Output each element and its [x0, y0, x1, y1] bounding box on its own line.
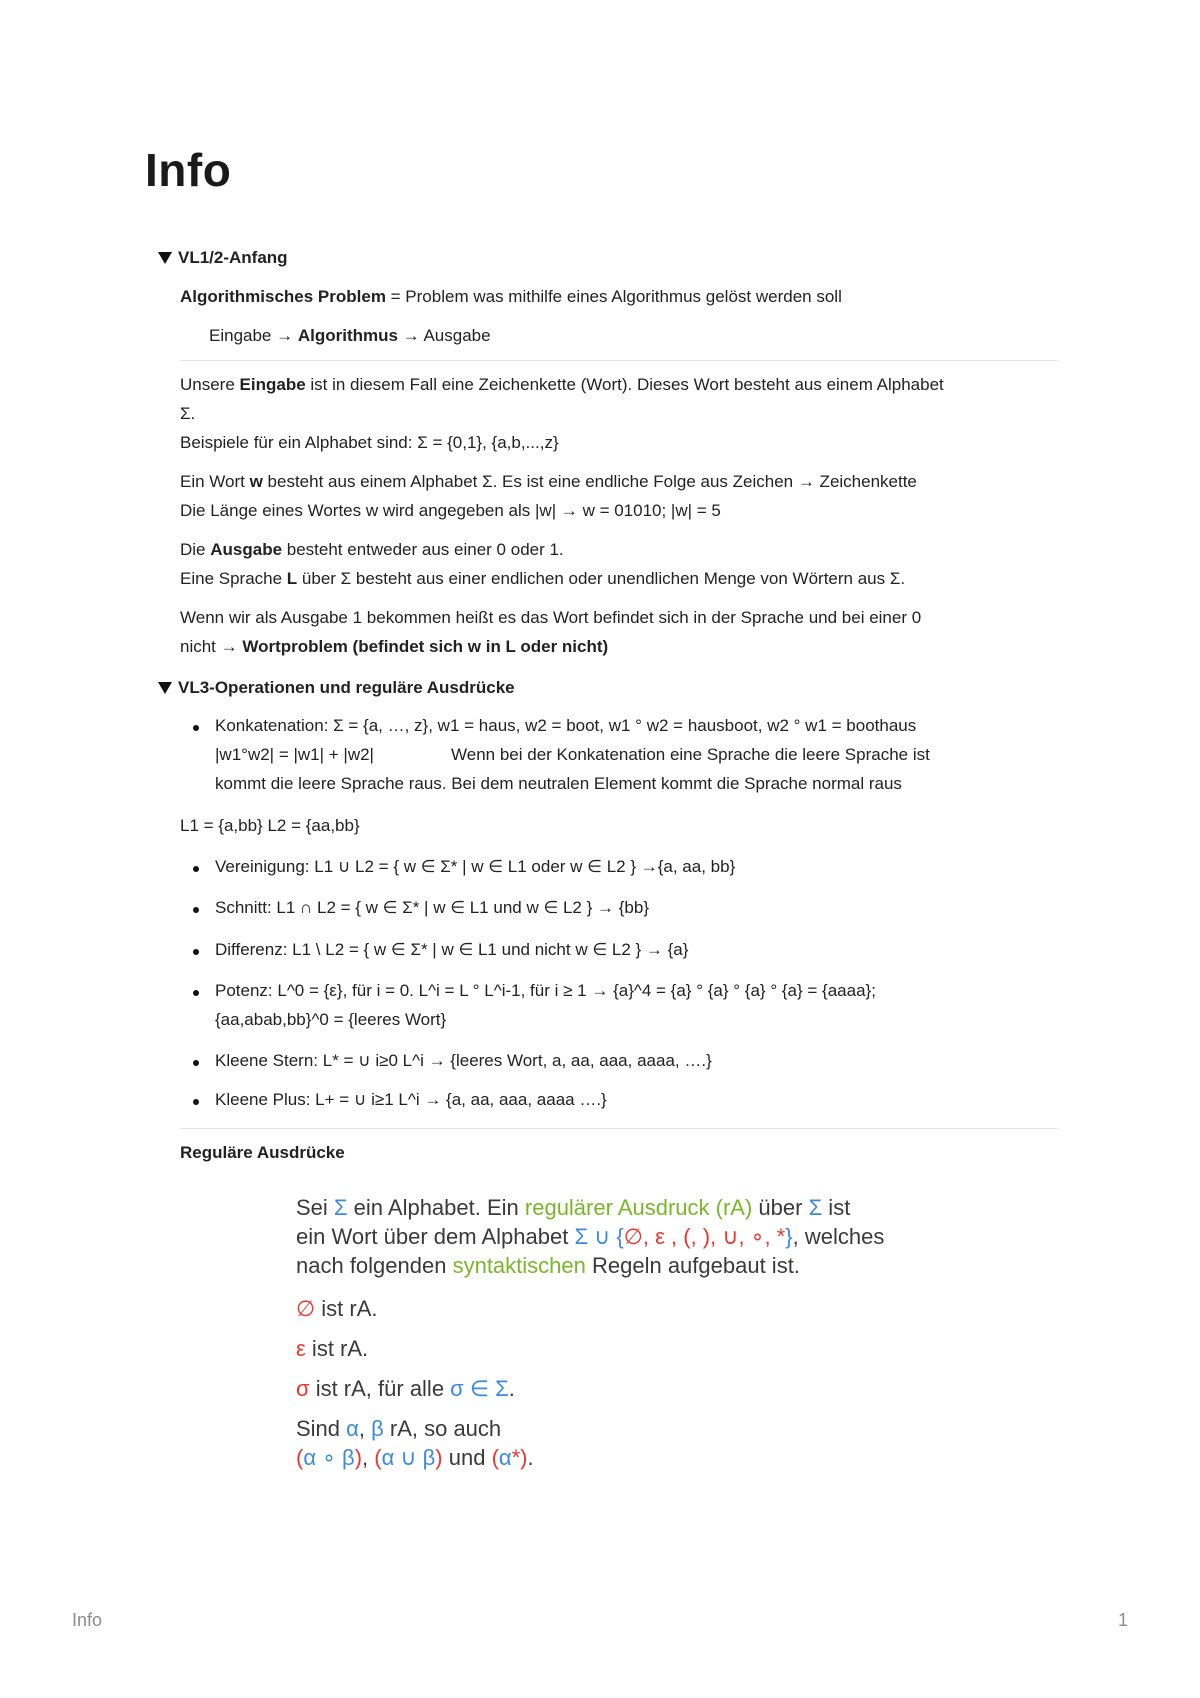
page-number: 1: [1118, 1610, 1129, 1630]
paragraph-line: Die Länge eines Wortes w wird angegeben als |w| → w = 01010; |w| = 5: [180, 501, 721, 520]
image-line: ein Wort über dem Alphabet Σ ∪ {∅, ε , (, ), ∪, ∘, *}, welches: [296, 1224, 885, 1249]
bullet: [193, 1060, 199, 1066]
regex-definition-image: [296, 1195, 996, 1475]
toggle-label: VL3-Operationen und reguläre Ausdrücke: [178, 678, 515, 697]
definition-line: Algorithmisches Problem = Problem was mithilfe eines Algorithmus gelöst werden soll: [180, 287, 842, 306]
image-line: (α ∘ β), (α ∪ β) und (α*).: [296, 1445, 534, 1470]
list-item-cont: |w1°w2| = |w1| + |w2|: [215, 745, 374, 764]
bullet: [193, 990, 199, 996]
image-line: σ ist rA, für alle σ ∈ Σ.: [296, 1376, 515, 1401]
paragraph-line: Beispiele für ein Alphabet sind: Σ = {0,1}, {a,b,...,z}: [180, 433, 559, 452]
list-item: Vereinigung: L1 ∪ L2 = { w ∈ Σ* | w ∈ L1 oder w ∈ L2 } →{a, aa, bb}: [215, 857, 736, 876]
list-item-cont: Wenn bei der Konkatenation eine Sprache die leere Sprache ist: [451, 745, 930, 764]
divider: [180, 1128, 1058, 1129]
list-item: Konkatenation: Σ = {a, …, z}, w1 = haus, w2 = boot, w1 ° w2 = hausboot, w2 ° w1 = boothaus: [215, 716, 917, 735]
triangle-down-icon: [158, 682, 172, 694]
image-line: Sind α, β rA, so auch: [296, 1416, 502, 1441]
bullet: [193, 866, 199, 872]
paragraph-line: Ein Wort w besteht aus einem Alphabet Σ. Es ist eine endliche Folge aus Zeichen → Zeichenkette: [180, 472, 917, 491]
paragraph-line: L1 = {a,bb} L2 = {aa,bb}: [180, 816, 360, 835]
paragraph-line: Σ.: [180, 404, 196, 423]
list-item-cont: kommt die leere Sprache raus. Bei dem neutralen Element kommt die Sprache normal raus: [215, 774, 902, 793]
list-item: Kleene Plus: L+ = ∪ i≥1 L^i → {a, aa, aaa, aaaa ….}: [215, 1090, 607, 1109]
list-item: Schnitt: L1 ∩ L2 = { w ∈ Σ* | w ∈ L1 und w ∈ L2 } → {bb}: [215, 898, 649, 917]
paragraph-line: nicht → Wortproblem (befindet sich w in L oder nicht): [180, 637, 609, 656]
paragraph-line: Eine Sprache L über Σ besteht aus einer endlichen oder unendlichen Menge von Wörtern aus Σ.: [180, 569, 906, 588]
page-title: Info: [145, 144, 232, 196]
list-item: Potenz: L^0 = {ε}, für i = 0. L^i = L ° L^i-1, für i ≥ 1 → {a}^4 = {a} ° {a} ° {a} ° {a} = {aaaa};: [215, 981, 876, 1000]
subheading: Reguläre Ausdrücke: [180, 1143, 345, 1162]
paragraph-line: Die Ausgabe besteht entweder aus einer 0 oder 1.: [180, 540, 564, 559]
list-item: Differenz: L1 \ L2 = { w ∈ Σ* | w ∈ L1 und nicht w ∈ L2 } → {a}: [215, 940, 689, 959]
flow-line: Eingabe → Algorithmus → Ausgabe: [209, 326, 491, 345]
footer-title: Info: [72, 1610, 103, 1630]
list-item: Kleene Stern: L* = ∪ i≥0 L^i → {leeres Wort, a, aa, aaa, aaaa, ….}: [215, 1051, 712, 1070]
toggle-vl12[interactable]: [158, 248, 288, 268]
paragraph-line: Wenn wir als Ausgabe 1 bekommen heißt es das Wort befindet sich in der Sprache und bei einer 0: [180, 608, 922, 627]
bullet: [193, 907, 199, 913]
bullet: [193, 949, 199, 955]
image-line: ∅ ist rA.: [296, 1296, 378, 1321]
image-line: Sei Σ ein Alphabet. Ein regulärer Ausdruck (rA) über Σ ist: [296, 1195, 851, 1220]
image-line: ε ist rA.: [296, 1336, 369, 1361]
toggle-vl3[interactable]: [158, 678, 515, 698]
divider: [180, 360, 1058, 361]
toggle-label: VL1/2-Anfang: [178, 248, 288, 267]
bullet: [193, 725, 199, 731]
paragraph-line: Unsere Eingabe ist in diesem Fall eine Zeichenkette (Wort). Dieses Wort besteht aus einem Alphabet: [180, 375, 944, 394]
triangle-down-icon: [158, 252, 172, 264]
image-line: nach folgenden syntaktischen Regeln aufgebaut ist.: [296, 1253, 800, 1278]
bullet: [193, 1099, 199, 1105]
list-item-cont: {aa,abab,bb}^0 = {leeres Wort}: [215, 1010, 447, 1029]
